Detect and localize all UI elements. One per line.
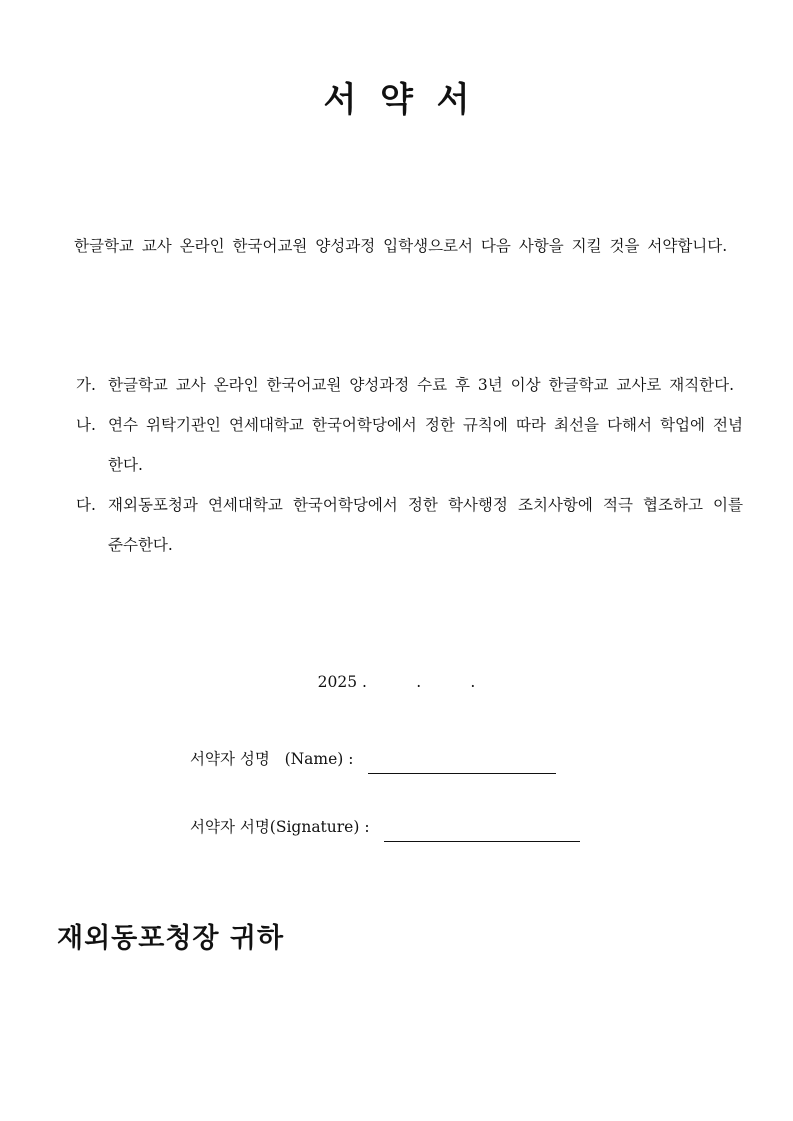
name-field[interactable] — [368, 751, 556, 774]
signature-field[interactable] — [384, 819, 580, 842]
date-line: 2025 . . . — [317, 673, 476, 691]
list-item-text: 한글학교 교사 온라인 한국어교원 양성과정 수료 후 3년 이상 한글학교 교사로 재직한다. — [108, 376, 735, 394]
list-item-marker: 가. — [76, 376, 96, 394]
list-item-text: 연수 위탁기관인 연세대학교 한국어학당에서 정한 규칙에 따라 최선을 다해서 학업에 전념한다. — [108, 416, 743, 474]
document-title: 서 약 서 — [323, 80, 470, 120]
name-label: 서약자 성명 (Name) : — [190, 750, 354, 768]
intro-paragraph: 한글학교 교사 온라인 한국어교원 양성과정 입학생으로서 다음 사항을 지킬 것을 서약합니다. — [74, 236, 728, 255]
list-item-marker: 다. — [76, 496, 96, 514]
list-item — [58, 485, 743, 565]
list-item — [58, 405, 743, 485]
list-item — [58, 365, 743, 405]
name-row — [190, 744, 556, 774]
pledge-list — [58, 365, 743, 565]
list-item-text: 재외동포청과 연세대학교 한국어학당에서 정한 학사행정 조치사항에 적극 협조하고 이를 준수한다. — [108, 496, 743, 554]
list-item-marker: 나. — [76, 416, 96, 434]
addressee: 재외동포청장 귀하 — [57, 923, 285, 954]
signature-row — [190, 812, 580, 842]
signature-label: 서약자 서명(Signature) : — [190, 818, 370, 836]
